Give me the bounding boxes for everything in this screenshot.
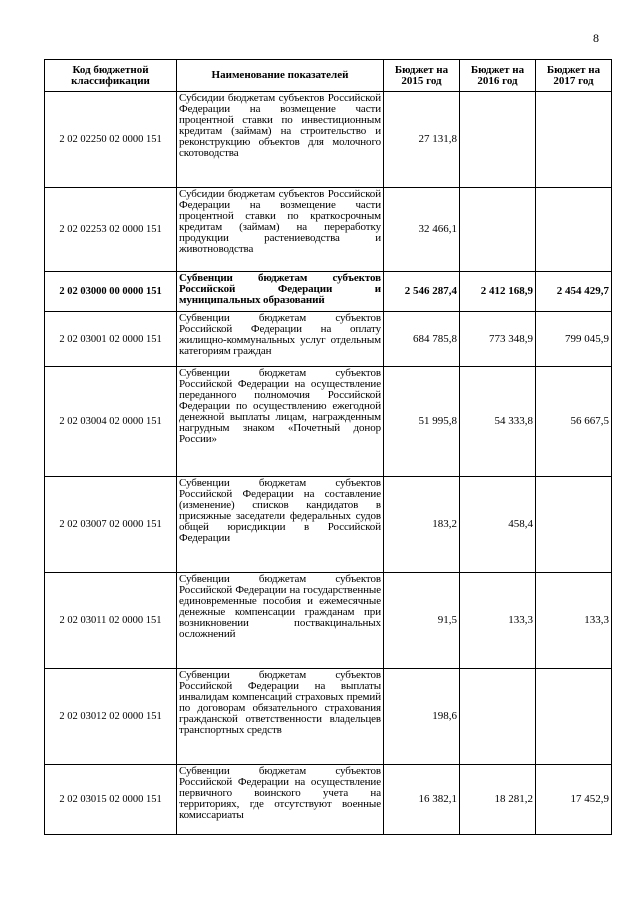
row-budget-2015: 51 995,8 [384,367,460,477]
row-budget-2015: 91,5 [384,573,460,669]
table-row [45,312,612,367]
row-budget-2016 [460,669,536,765]
row-name: Субвенции бюджетам субъектов Российской Федерации на выплаты инвалидам компенсаций страховых премий по договорам обязательного страхования гражданской ответственности владельцев транспортных средств [177,669,384,765]
row-code: 2 02 03001 02 0000 151 [45,312,177,367]
row-budget-2017: 17 452,9 [536,765,612,835]
row-budget-2015: 27 131,8 [384,92,460,188]
row-budget-2015: 2 546 287,4 [384,272,460,312]
row-name: Субсидии бюджетам субъектов Российской Федерации на возмещение части процентной ставки по инвестиционным кредитам (займам) на строительство и реконструкцию объектов для молочного скотоводства [177,92,384,188]
row-code: 2 02 02250 02 0000 151 [45,92,177,188]
row-name: Субвенции бюджетам субъектов Российской Федерации на государственные единовременные пособия и ежемесячные денежные компенсации гражданам при возникновении поствакцинальных осложнений [177,573,384,669]
row-name: Субвенции бюджетам субъектов Российской Федерации и муниципальных образований [177,272,384,312]
table-row [45,367,612,477]
row-budget-2016: 458,4 [460,477,536,573]
row-budget-2017: 133,3 [536,573,612,669]
row-budget-2015: 198,6 [384,669,460,765]
header-budget-2017: Бюджет на 2017 год [536,60,612,92]
table-header-row [45,60,612,92]
row-code: 2 02 03000 00 0000 151 [45,272,177,312]
row-budget-2016: 773 348,9 [460,312,536,367]
row-name: Субвенции бюджетам субъектов Российской Федерации на осуществление первичного воинского учета на территориях, где отсутствуют военные комиссариаты [177,765,384,835]
row-budget-2016: 54 333,8 [460,367,536,477]
table-row [45,573,612,669]
page-number: 8 [593,31,599,45]
table-row [45,765,612,835]
row-name: Субвенции бюджетам субъектов Российской Федерации на составление (изменение) списков кандидатов в присяжные заседатели федеральных судов общей юрисдикции в Российской Федерации [177,477,384,573]
row-code: 2 02 03011 02 0000 151 [45,573,177,669]
header-code: Код бюджетной классификации [45,60,177,92]
table-row [45,669,612,765]
row-budget-2017 [536,188,612,272]
row-name: Субвенции бюджетам субъектов Российской Федерации на оплату жилищно-коммунальных услуг отдельным категориям граждан [177,312,384,367]
budget-table [44,59,612,835]
row-code: 2 02 03015 02 0000 151 [45,765,177,835]
row-budget-2015: 32 466,1 [384,188,460,272]
row-budget-2017 [536,669,612,765]
row-budget-2016: 133,3 [460,573,536,669]
row-budget-2016: 2 412 168,9 [460,272,536,312]
row-budget-2016 [460,188,536,272]
row-code: 2 02 03012 02 0000 151 [45,669,177,765]
row-budget-2017: 2 454 429,7 [536,272,612,312]
row-code: 2 02 02253 02 0000 151 [45,188,177,272]
row-budget-2017: 799 045,9 [536,312,612,367]
table-row [45,188,612,272]
row-budget-2016 [460,92,536,188]
row-budget-2016: 18 281,2 [460,765,536,835]
row-budget-2017 [536,477,612,573]
table-row [45,92,612,188]
header-budget-2015: Бюджет на 2015 год [384,60,460,92]
row-budget-2017 [536,92,612,188]
row-code: 2 02 03007 02 0000 151 [45,477,177,573]
header-budget-2016: Бюджет на 2016 год [460,60,536,92]
header-name: Наименование показателей [177,60,384,92]
row-code: 2 02 03004 02 0000 151 [45,367,177,477]
row-budget-2015: 183,2 [384,477,460,573]
row-name: Субсидии бюджетам субъектов Российской Федерации на возмещение части процентной ставки по краткосрочным кредитам (займам) на переработку продукции растениеводства и животноводства [177,188,384,272]
table-row-total [45,272,612,312]
row-budget-2015: 16 382,1 [384,765,460,835]
row-budget-2017: 56 667,5 [536,367,612,477]
row-name: Субвенции бюджетам субъектов Российской Федерации на осуществление переданного полномочия Российской Федерации по осуществлению ежегодной денежной выплаты лицам, награжденным нагрудным знаком «Почетный донор России» [177,367,384,477]
row-budget-2015: 684 785,8 [384,312,460,367]
table-row [45,477,612,573]
